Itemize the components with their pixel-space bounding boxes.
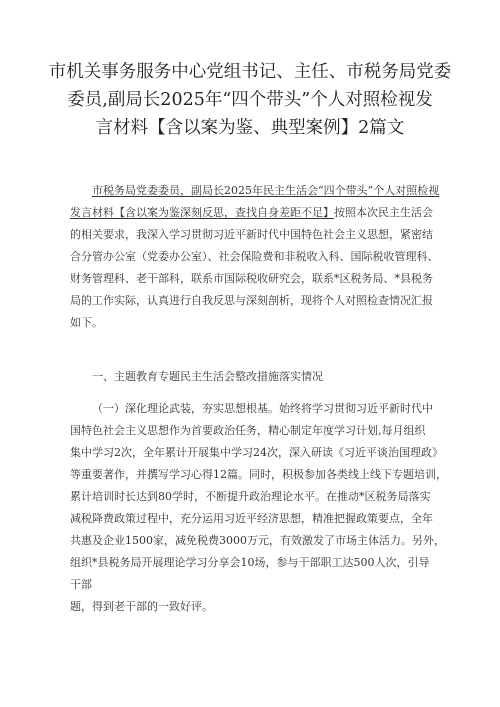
intro-line: 局的工作实际，认真进行自我反思与深刻剖析，现将个人对照检查情况汇报 xyxy=(70,294,433,307)
intro-line: 合分管办公室（党委办公室）、社会保险费和非税收入科、国际税收管理科、 xyxy=(70,250,439,263)
title-line: 言材料【含以案为鉴、典型案例】2篇文 xyxy=(95,118,405,138)
document-title xyxy=(40,58,460,142)
intro-line xyxy=(70,334,442,356)
para-line: 题，得到老干部的一致好评。 xyxy=(70,600,213,613)
para-line: 干部 xyxy=(70,578,92,591)
intro-line: 如下。 xyxy=(70,316,103,329)
intro-text: 按照本次民主生活会 xyxy=(334,206,433,219)
para-line: （一）深化理论武装，夯实思想根基。始终将学习贯彻习近平新时代中 xyxy=(92,402,433,415)
intro-line: 市税务局党委委员，副局长2025年民主生活会“四个带头”个人对照检视 xyxy=(92,184,440,197)
title-line: 委员,副局长2025年“四个带头”个人对照检视发 xyxy=(67,90,433,110)
para-line: 组织*县税务局开展理论学习分享会10场，参与干部职工达500人次，引导 xyxy=(70,556,430,569)
intro-link-text: 发言材料【含以案为鉴深刻反思，查找自身差距不足】 xyxy=(70,206,334,219)
para-line: 国特色社会主义思想作为首要政治任务，精心制定年度学习计划,每月组织 xyxy=(70,424,426,437)
para-line: 减税降费政策过程中，充分运用习近平经济思想，精准把握政策要点，全年 xyxy=(70,512,433,525)
para-line: 等重要著作，并撰写学习心得12篇。同时，积极参加各类线上线下专题培训， xyxy=(70,468,447,481)
intro-line: 的相关要求，我深入学习贯彻习近平新时代中国特色社会主义思想，紧密结 xyxy=(70,228,433,241)
title-line: 市机关事务服务中心党组书记、主任、市税务局党委 xyxy=(48,62,452,82)
section-heading: 一、主题教育专题民主生活会整改措施落实情况 xyxy=(92,370,323,383)
intro-line: 财务管理科、老干部科，联系市国际税收研究会，联系*区税务局、*县税务 xyxy=(70,272,433,285)
para-line: 共惠及企业1500家，减免税费3000万元，有效激发了市场主体活力。另外， xyxy=(70,534,445,547)
para-line: 集中学习2次，全年累计开展集中学习24次，深入研读《习近平谈治国理政》 xyxy=(70,446,443,459)
document-body xyxy=(70,180,447,618)
para-line: 累计培训时长达到80学时，不断提升政治理论水平。在推动*区税务局落实 xyxy=(70,490,431,503)
intro-line xyxy=(70,202,442,224)
